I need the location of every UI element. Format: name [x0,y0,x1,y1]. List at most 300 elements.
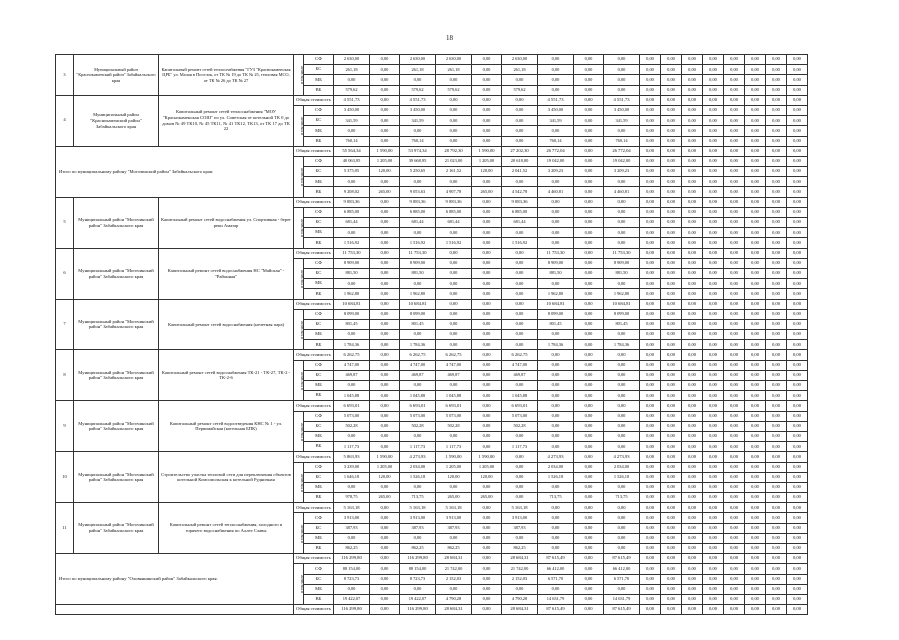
value-cell: 0,00 [682,605,703,615]
value-cell: 4 551,73 [604,95,640,105]
value-cell: 0,00 [682,65,703,75]
value-cell: 0,00 [640,299,661,309]
value-cell: 0,00 [661,431,682,441]
value-cell: 0,00 [604,330,640,340]
funding-source-code: СФ [304,360,334,370]
value-cell: 0,00 [682,411,703,421]
value-cell: 0,00 [703,126,724,136]
value-cell: 1 590,00 [472,452,502,462]
value-cell: 5 073,00 [436,411,472,421]
value-cell: 0,00 [703,533,724,543]
funding-source-code: МБ [304,381,334,391]
value-cell: 0,00 [682,503,703,513]
value-cell: 2 630,00 [400,55,436,65]
value-cell: 0,00 [787,513,808,523]
value-cell: 0,00 [472,248,502,258]
value-cell: 0,00 [745,177,766,187]
value-cell: 5 375,05 [334,167,370,177]
value-cell: 862,25 [436,544,472,554]
value-cell: 0,00 [502,584,538,594]
value-cell: 0,00 [703,381,724,391]
value-cell: 6 262,75 [502,350,538,360]
value-cell: 0,00 [370,116,400,126]
value-cell: 0,00 [724,136,745,146]
value-cell: 0,00 [574,381,604,391]
value-cell: 0,00 [745,85,766,95]
value-cell: 0,00 [682,452,703,462]
value-cell: 0,00 [787,442,808,452]
value-cell: 0,00 [766,462,787,472]
value-cell: 0,00 [724,523,745,533]
value-cell: 0,00 [436,431,472,441]
value-cell: 0,00 [703,462,724,472]
value-cell: 0,00 [661,55,682,65]
value-cell: 4 460,81 [604,187,640,197]
value-cell: 0,00 [766,258,787,268]
value-cell: 0,00 [604,238,640,248]
value-cell: 0,00 [640,462,661,472]
value-cell: 0,00 [604,177,640,187]
value-cell: 0,00 [703,330,724,340]
value-cell: 0,00 [538,391,574,401]
value-cell: 0,00 [538,238,574,248]
value-cell: 0,00 [682,564,703,574]
value-cell: 19 042,00 [604,156,640,166]
municipality-cell: Муниципальный район "Краснокаменский район" Забайкальского края [74,95,159,146]
value-cell: 0,00 [640,187,661,197]
value-cell: 0,00 [766,594,787,604]
value-cell: 0,00 [502,381,538,391]
value-cell: 116 299,80 [400,554,436,564]
value-cell: 0,00 [787,85,808,95]
value-cell: 0,00 [724,105,745,115]
value-cell: 0,00 [604,197,640,207]
value-cell: 0,00 [724,299,745,309]
value-cell: 1 516,92 [400,238,436,248]
value-cell: 0,00 [682,381,703,391]
value-cell: 0,00 [604,442,640,452]
value-cell: 6 262,75 [436,350,472,360]
value-cell: 0,00 [370,228,400,238]
value-cell: 0,00 [766,340,787,350]
value-cell: 0,00 [703,584,724,594]
value-cell: 66 412,00 [604,564,640,574]
value-cell: 0,00 [682,319,703,329]
total-cost-label: Общая стоимость [294,350,334,360]
value-cell: 1 526,18 [604,472,640,482]
value-cell: 0,00 [334,228,370,238]
value-cell: 39 668,95 [400,156,436,166]
value-cell: 881,50 [400,268,436,278]
value-cell: 0,00 [661,309,682,319]
value-cell: 0,00 [787,340,808,350]
value-cell: 0,00 [703,299,724,309]
value-cell: 502,28 [436,421,472,431]
value-cell: 0,00 [724,289,745,299]
value-cell: 0,00 [682,197,703,207]
value-cell: 0,00 [472,228,502,238]
value-cell: 469,87 [400,370,436,380]
including-label [294,207,304,248]
value-cell: 19 422,07 [400,594,436,604]
value-cell: 0,00 [745,401,766,411]
municipality-cell: Муниципальный район "Могочинский район" Забайкальского края [74,401,159,452]
funding-source-code: МБ [304,584,334,594]
value-cell: 0,00 [640,167,661,177]
value-cell: 0,00 [472,503,502,513]
value-cell: 0,00 [538,360,574,370]
value-cell: 0,00 [703,442,724,452]
value-cell: 261,18 [502,65,538,75]
value-cell: 0,00 [766,167,787,177]
value-cell: 2 630,00 [502,55,538,65]
value-cell: 0,00 [661,482,682,492]
value-cell: 0,00 [538,544,574,554]
value-cell: 88 154,00 [400,564,436,574]
value-cell: 0,00 [472,564,502,574]
value-cell: 87 615,49 [538,554,574,564]
value-cell: 0,00 [604,431,640,441]
value-cell: 0,00 [604,350,640,360]
value-cell: 0,00 [472,513,502,523]
value-cell: 0,00 [682,594,703,604]
value-cell: 0,00 [745,319,766,329]
value-cell: 8 909,00 [400,258,436,268]
value-cell: 28 684,31 [502,605,538,615]
value-cell: 1 117,73 [502,442,538,452]
grand-total-row [56,605,829,615]
value-cell: 5 073,00 [502,411,538,421]
value-cell: 0,00 [502,533,538,543]
value-cell: 0,00 [472,360,502,370]
value-cell: 0,00 [574,248,604,258]
value-cell: 0,00 [370,513,400,523]
value-cell: 0,00 [766,146,787,156]
value-cell: 0,00 [436,482,472,492]
value-cell: 0,00 [661,177,682,187]
value-cell: 0,00 [766,268,787,278]
value-cell: 0,00 [766,95,787,105]
value-cell: 0,00 [472,65,502,75]
value-cell: 0,00 [766,218,787,228]
value-cell: 0,00 [766,299,787,309]
value-cell: 0,00 [640,258,661,268]
value-cell: 0,00 [703,319,724,329]
value-cell: 0,00 [640,594,661,604]
including-text: в том числе [300,422,305,441]
value-cell: 0,00 [787,248,808,258]
including-label [294,105,304,146]
value-cell: 0,00 [787,431,808,441]
value-cell: 0,00 [787,116,808,126]
value-cell: 0,00 [436,177,472,187]
value-cell: 0,00 [766,370,787,380]
total-row [56,452,829,462]
value-cell: 0,00 [574,605,604,615]
value-cell: 0,00 [370,75,400,85]
value-cell: 0,00 [682,218,703,228]
value-cell: 0,00 [604,55,640,65]
value-cell: 0,00 [472,594,502,604]
value-cell: 0,00 [766,391,787,401]
value-cell: 0,00 [334,126,370,136]
value-cell: 0,00 [787,146,808,156]
value-cell: 469,87 [502,370,538,380]
value-cell: 4 747,00 [334,360,370,370]
value-cell: 0,00 [745,258,766,268]
value-cell: 0,00 [787,584,808,594]
value-cell: 0,00 [538,279,574,289]
value-cell: 0,00 [682,544,703,554]
value-cell: 0,00 [574,167,604,177]
value-cell: 0,00 [682,523,703,533]
value-cell: 0,00 [640,584,661,594]
value-cell: 0,00 [661,594,682,604]
value-cell: 0,00 [787,523,808,533]
value-cell: 0,00 [502,431,538,441]
value-cell: 0,00 [766,105,787,115]
project-description: Капитальный ремонт сетей теплоснабжения "МОУ "Краснокаменская СОШ" по ул. Советская от котельной ТК 0 до домов № 49 ТК10, № 45 ТК11, № 41 ТК12, ТК13, от ТК 17 до ТК 22 [159,95,294,146]
project-number: 11 [56,503,74,554]
value-cell: 0,00 [574,268,604,278]
value-cell: 0,00 [370,126,400,136]
total-row [56,248,829,258]
value-cell: 0,00 [745,533,766,543]
value-cell: 0,00 [745,279,766,289]
value-cell: 0,00 [502,330,538,340]
value-cell: 0,00 [604,391,640,401]
value-cell: 0,00 [766,279,787,289]
value-cell: 0,00 [436,105,472,115]
value-cell: 760,14 [400,136,436,146]
value-cell: 19 422,07 [334,594,370,604]
value-cell: 0,00 [538,370,574,380]
value-cell: 0,00 [661,156,682,166]
value-cell: 0,00 [640,554,661,564]
value-cell: 261,18 [400,65,436,75]
value-cell: 6 693,01 [334,401,370,411]
project-number: 5 [56,197,74,248]
value-cell: 0,00 [574,218,604,228]
value-cell: 0,00 [370,177,400,187]
value-cell: 0,00 [724,116,745,126]
value-cell: 0,00 [370,431,400,441]
value-cell: 0,00 [640,85,661,95]
value-cell: 0,00 [703,309,724,319]
value-cell: 261,18 [334,65,370,75]
value-cell: 0,00 [574,482,604,492]
value-cell: 0,00 [502,319,538,329]
value-cell: 0,00 [538,523,574,533]
value-cell: 0,00 [703,207,724,217]
value-cell: 0,00 [472,605,502,615]
value-cell: 3 239,00 [334,462,370,472]
value-cell: 0,00 [724,431,745,441]
value-cell: 6 885,00 [436,207,472,217]
value-cell: 0,00 [574,340,604,350]
value-cell: 387,93 [436,523,472,533]
value-cell: 0,00 [745,330,766,340]
value-cell: 265,00 [370,187,400,197]
value-cell: 0,00 [724,85,745,95]
value-cell: 0,00 [724,95,745,105]
funding-source-code: БС [304,268,334,278]
value-cell: 0,00 [640,330,661,340]
value-cell: 0,00 [703,105,724,115]
value-cell: 0,00 [703,340,724,350]
value-cell: 8 099,00 [538,309,574,319]
value-cell: 28 684,31 [502,554,538,564]
value-cell: 0,00 [682,330,703,340]
value-cell: 0,00 [745,65,766,75]
value-cell: 0,00 [370,370,400,380]
total-cost-label: Общая стоимость [294,554,334,564]
value-cell: 0,00 [640,319,661,329]
funding-source-code: СФ [304,258,334,268]
value-cell: 5 863,93 [334,452,370,462]
value-cell: 0,00 [724,238,745,248]
value-cell: 0,00 [604,411,640,421]
value-cell: 0,00 [640,228,661,238]
value-cell: 0,00 [724,533,745,543]
value-cell: 0,00 [787,411,808,421]
value-cell: 0,00 [574,85,604,95]
value-cell: 0,00 [766,411,787,421]
value-cell: 0,00 [724,370,745,380]
value-cell: 6 571,70 [604,574,640,584]
value-cell: 0,00 [745,381,766,391]
value-cell: 2 630,00 [436,55,472,65]
value-cell: 0,00 [370,105,400,115]
funding-source-code: ВБ [304,442,334,452]
value-cell: 0,00 [766,289,787,299]
value-cell: 0,00 [640,146,661,156]
value-cell: 0,00 [787,370,808,380]
value-cell: 0,00 [745,248,766,258]
subtotal-label: Итого по муниципальному району "Оловяннинский район" Забайкальского края: [56,554,294,605]
project-number: 3 [56,55,74,96]
value-cell: 0,00 [682,533,703,543]
value-cell: 0,00 [472,431,502,441]
value-cell: 0,00 [502,105,538,115]
project-description: Капитальный ремонт сетей водоснабжения ул. Спортивная - берег реки Амазар [159,197,294,248]
value-cell: 0,00 [472,126,502,136]
value-cell: 0,00 [682,360,703,370]
value-cell: 1 590,00 [472,146,502,156]
value-cell: 1 205,00 [370,462,400,472]
value-cell: 0,00 [370,503,400,513]
empty-cell [56,605,294,615]
value-cell: 0,00 [766,401,787,411]
value-cell: 0,00 [724,55,745,65]
value-cell: 0,00 [787,299,808,309]
value-cell: 265,00 [472,493,502,503]
value-cell: 0,00 [682,95,703,105]
value-cell: 0,00 [745,207,766,217]
project-description: Капитальный ремонт сетей водоснабжения НС "Майская" - "Районная" [159,248,294,299]
funding-source-code: БС [304,116,334,126]
value-cell: 0,00 [661,472,682,482]
value-cell: 0,00 [724,75,745,85]
value-cell: 0,00 [472,268,502,278]
value-cell: 0,00 [661,146,682,156]
value-cell: 0,00 [640,116,661,126]
value-cell: 4 907,78 [436,187,472,197]
value-cell: 2 152,03 [436,574,472,584]
value-cell: 0,00 [604,228,640,238]
value-cell: 0,00 [703,228,724,238]
value-cell: 760,14 [334,136,370,146]
value-cell: 0,00 [640,197,661,207]
value-cell: 0,00 [766,452,787,462]
value-cell: 0,00 [574,574,604,584]
value-cell: 0,00 [745,574,766,584]
value-cell: 0,00 [703,391,724,401]
value-cell: 0,00 [574,350,604,360]
value-cell: 0,00 [574,187,604,197]
value-cell: 0,00 [436,299,472,309]
project-description: Капитальный ремонт сетей теплоснабжения "ГУЗ "Краснокаменская ЦРБ" ул. Малая в Поселок, от ТК № 19 до ТК № 25, тепловая МСО, от ТК № 26 до ТК № 27 [159,55,294,96]
value-cell: 120,00 [370,472,400,482]
value-cell: 0,00 [574,330,604,340]
value-cell: 0,00 [640,177,661,187]
value-cell: 120,00 [472,472,502,482]
value-cell: 0,00 [745,493,766,503]
value-cell: 0,00 [574,299,604,309]
value-cell: 0,00 [766,584,787,594]
value-cell: 469,87 [436,370,472,380]
value-cell: 0,00 [724,207,745,217]
value-cell: 0,00 [640,421,661,431]
value-cell: 0,00 [703,167,724,177]
value-cell: 0,00 [640,452,661,462]
value-cell: 0,00 [574,197,604,207]
value-cell: 0,00 [604,218,640,228]
value-cell: 0,00 [787,554,808,564]
value-cell: 0,00 [538,442,574,452]
value-cell: 0,00 [724,513,745,523]
value-cell: 0,00 [370,258,400,268]
value-cell: 0,00 [682,187,703,197]
value-cell: 0,00 [370,197,400,207]
value-cell: 0,00 [574,360,604,370]
value-cell: 0,00 [787,238,808,248]
value-cell: 0,00 [703,268,724,278]
value-cell: 0,00 [724,156,745,166]
value-cell: 0,00 [745,584,766,594]
value-cell: 0,00 [682,493,703,503]
project-number: 10 [56,452,74,503]
value-cell: 0,00 [574,156,604,166]
value-cell: 0,00 [472,574,502,584]
value-cell: 0,00 [640,248,661,258]
total-row [56,554,829,564]
value-cell: 0,00 [436,228,472,238]
value-cell: 0,00 [370,350,400,360]
value-cell: 0,00 [400,482,436,492]
value-cell: 0,00 [370,248,400,258]
value-cell: 0,00 [787,605,808,615]
value-cell: 0,00 [538,482,574,492]
value-cell: 0,00 [661,330,682,340]
value-cell: 0,00 [787,574,808,584]
including-label [294,411,304,452]
value-cell: 0,00 [604,370,640,380]
funding-source-code: БС [304,574,334,584]
value-cell: 681,44 [502,218,538,228]
value-cell: 0,00 [502,75,538,85]
value-cell: 0,00 [400,279,436,289]
